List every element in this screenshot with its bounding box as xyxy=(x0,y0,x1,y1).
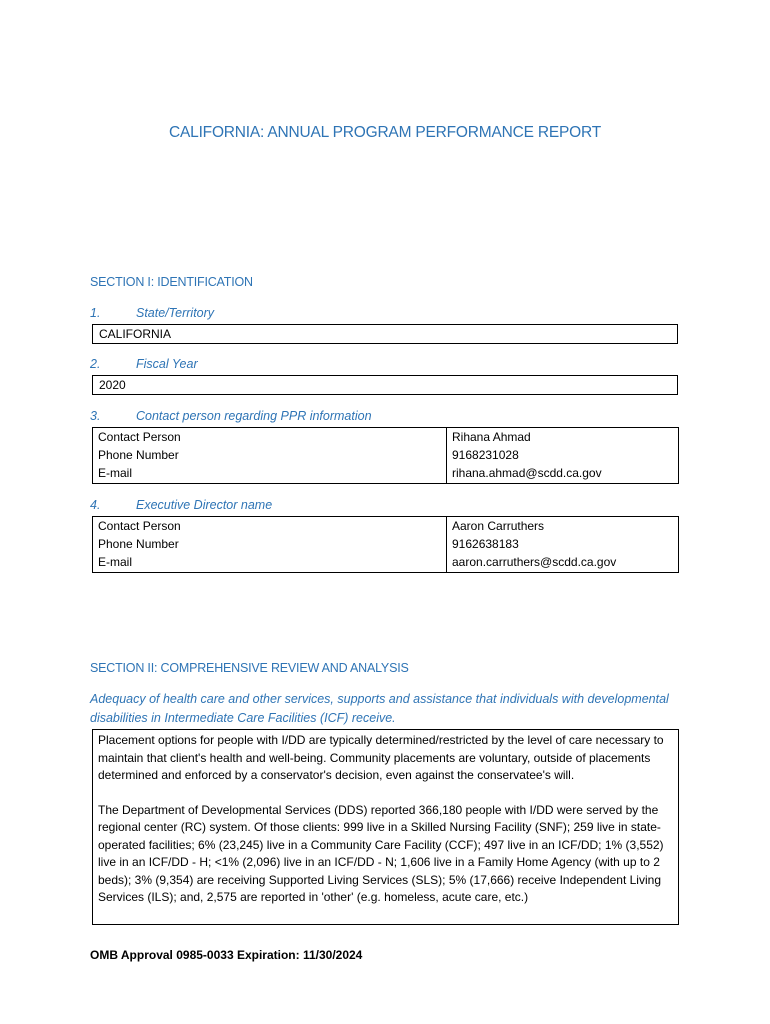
analysis-paragraph-2: The Department of Developmental Services (DDS) reported 366,180 people with I/DD were served by the regional center (RC) system. Of those clients: 999 live in a Skilled Nursing Facility (SNF); 259 live in state-operated facilities; 6% (23,245) live in a Community Care Facility (CCF); 497 live in an ICF/DD; 1% (3,552) live in an ICF/DD - H; <1% (2,096) live in an ICF/DD - N; 1,606 live in a Family Home Agency (with up to 2 beds); 3% (9,354) are receiving Supported Living Services (SLS); 5% (17,666) receive Independent Living Services (ILS); and, 2,575 are reported in 'other' (e.g. homeless, acute care, etc.) xyxy=(98,802,664,904)
item-2-heading xyxy=(90,357,198,371)
analysis-paragraph-1: Placement options for people with I/DD are typically determined/restricted by the level of care necessary to maintain that client's health and well-being. Community placements are voluntary, outside of placements determined and enforced by a conservator's decision, even against the conservatee's will. xyxy=(98,733,664,782)
adequacy-question: Adequacy of health care and other services, supports and assistance that individuals with developmental disabilities in Intermediate Care Facilities (ICF) receive. xyxy=(90,692,669,725)
director-phone-label: Phone Number xyxy=(93,536,447,554)
section-2-heading: SECTION II: COMPREHENSIVE REVIEW AND ANALYSIS xyxy=(90,661,409,675)
executive-director-table xyxy=(92,516,679,573)
director-email-value: aaron.carruthers@scdd.ca.gov xyxy=(447,554,679,573)
fiscal-year-field: 2020 xyxy=(92,375,678,395)
director-name-value: Aaron Carruthers xyxy=(447,517,679,537)
table-row xyxy=(93,428,679,448)
analysis-text-box xyxy=(92,729,679,925)
director-email-label: E-mail xyxy=(93,554,447,573)
table-row xyxy=(93,536,679,554)
item-1-number: 1. xyxy=(90,306,101,320)
item-4-heading xyxy=(90,498,272,512)
contact-person-table xyxy=(92,427,679,484)
item-2-number: 2. xyxy=(90,357,101,371)
omb-approval-footer: OMB Approval 0985-0033 Expiration: 11/30/2024 xyxy=(90,948,363,962)
contact-phone-value: 9168231028 xyxy=(447,447,679,465)
item-4-number: 4. xyxy=(90,498,101,512)
item-1-heading xyxy=(90,306,214,320)
item-4-label: Executive Director name xyxy=(136,498,273,512)
contact-phone-label: Phone Number xyxy=(93,447,447,465)
table-row xyxy=(93,517,679,537)
table-row xyxy=(93,554,679,573)
table-row xyxy=(93,447,679,465)
item-3-number: 3. xyxy=(90,409,101,423)
item-3-label: Contact person regarding PPR information xyxy=(136,409,372,423)
contact-email-label: E-mail xyxy=(93,465,447,484)
item-2-label: Fiscal Year xyxy=(136,357,198,371)
contact-email-value: rihana.ahmad@scdd.ca.gov xyxy=(447,465,679,484)
contact-name-value: Rihana Ahmad xyxy=(447,428,679,448)
director-name-label: Contact Person xyxy=(93,517,447,537)
page-title: CALIFORNIA: ANNUAL PROGRAM PERFORMANCE REPORT xyxy=(169,124,601,141)
item-3-heading xyxy=(90,409,372,423)
table-row xyxy=(93,465,679,484)
item-1-label: State/Territory xyxy=(136,306,215,320)
director-phone-value: 9162638183 xyxy=(447,536,679,554)
state-territory-field: CALIFORNIA xyxy=(92,324,678,344)
section-1-heading: SECTION I: IDENTIFICATION xyxy=(90,275,253,289)
contact-name-label: Contact Person xyxy=(93,428,447,448)
